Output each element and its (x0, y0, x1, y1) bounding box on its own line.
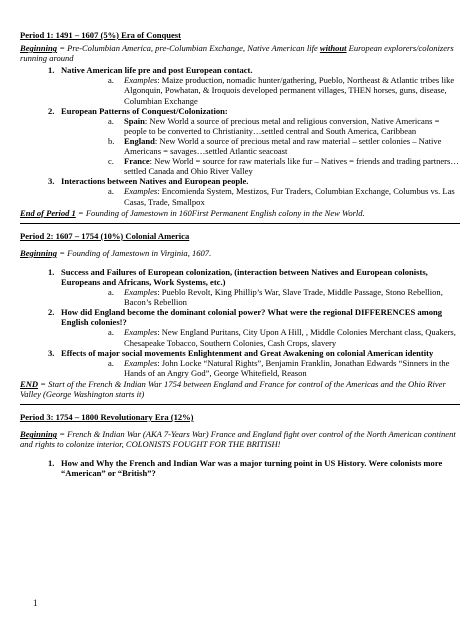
sub-item: a. Examples: Maize production, nomadic hunter/gathering, Pueblo, Northeast & Atlantic tribes like Algonquin, Powhatan, & Iroquois developed permanent villages, THEN horses, guns, disease, Columbian Exchange (108, 75, 455, 106)
period-3-topics (20, 458, 460, 478)
section-divider (20, 223, 460, 224)
period-1-section (20, 30, 460, 218)
document-page (20, 30, 460, 479)
period-1-end: End of Period 1 = Founding of Jamestown in 160First Permanent English colony in the New World. (20, 207, 365, 218)
period-2-topics (20, 267, 460, 378)
topic-title: How and Why the French and Indian War was a major turning point in US History. Were colonists more “American” or “British”? (61, 458, 443, 479)
period-3-beginning: Beginning = French & Indian War (AKA 7-Years War) France and England fight over control of the North American continent and rights to colonize interior, COLONISTS FOUGHT FOR THE BRITISH! (20, 429, 456, 450)
page-number: 1 (33, 598, 38, 608)
sub-item: a. Examples: New England Puritans, City Upon A Hill, , Middle Colonies Merchant class, Quakers, Chesapeake Tobacco, Southern Colonies, Cash Crops, slavery (108, 327, 456, 348)
topic-item: 3. Effects of major social movements Enlightenment and Great Awakening on colonial American identity a. Examples: John Locke “Natural Rights”, Benjamin Franklin, Jonathan Edwards “Sinners in the Hands of an Angry God”, George Whitefield, Reason (20, 348, 460, 378)
topic-item: 3. Interactions between Natives and European people. a. Examples: Encomienda System, Mestizos, Fur Traders, Columbian Exchange, Columbus vs. Las Casas, Trade, Smallpox (20, 176, 460, 206)
topic-item: 2. How did England become the dominant colonial power? What were the regional DIFFERENCES among English colonies!? a. Examples: New England Puritans, City Upon A Hill, , Middle Colonies Merchant class, Quakers, Chesapeake Tobacco, Southern Colonies, Cash Crops, slavery (20, 307, 460, 347)
sub-item: a. Examples: Pueblo Revolt, King Phillip’s War, Slave Trade, Middle Passage, Stono Rebellion, Bacon’s Rebellion (108, 287, 443, 308)
topic-title: How did England become the dominant colonial power? What were the regional DIFFERENCES among English colonies!? (61, 307, 443, 328)
period-3-section (20, 412, 460, 478)
period-2-beginning: Beginning = Founding of Jamestown in Virginia, 1607. (20, 247, 212, 258)
sub-item: c. France: New World = source for raw materials like fur – Natives = friends and trading partners…settled Canada and Ohio River Valley (108, 156, 459, 177)
sub-item: a. Examples: Encomienda System, Mestizos, Fur Traders, Columbian Exchange, Columbus vs. Las Casas, Trade, Smallpox (108, 186, 455, 207)
topic-title: Effects of major social movements Enlightenment and Great Awakening on colonial American identity (61, 347, 434, 358)
period-2-end: END = Start of the French & Indian War 1754 between England and France for control of the Americas and the Ohio River Valley (George Washington starts it) (20, 378, 446, 399)
sub-item: a. Spain: New World a source of precious metal and religious conversion, Native Americans = people to be converted to Christianity…settled central and South America, Caribbean (108, 115, 440, 136)
topic-title: European Patterns of Conquest/Colonization: (61, 105, 228, 116)
topic-item: 1. Success and Failures of European colonization, (interaction between Natives and European colonists, Europeans and Africans, Work Systems, etc.) a. Examples: Pueblo Revolt, King Phillip’s War, Slave Trade, Middle Passage, Stono Rebellion, Bacon’s Rebellion (20, 267, 460, 307)
sub-item: a. Examples: John Locke “Natural Rights”, Benjamin Franklin, Jonathan Edwards “Sinners in the Hands of an Angry God”, George Whitefield, Reason (108, 357, 450, 378)
topic-title: Native American life pre and post European contact. (61, 65, 253, 76)
topic-item: 1. How and Why the French and Indian War was a major turning point in US History. Were colonists more “American” or “British”? (48, 458, 443, 479)
topic-item: 1. Native American life pre and post European contact. a. Examples: Maize production, nomadic hunter/gathering, Pueblo, Northeast & Atlantic tribes like Algonquin, Powhatan, & Iroquois developed permanent villages, THEN horses, guns, disease, Columbian Exchange (20, 65, 460, 105)
period-2-heading: Period 2: 1607 – 1754 (10%) Colonial America (20, 230, 190, 241)
period-1-topics (20, 65, 460, 206)
period-2-section (20, 231, 460, 399)
period-1-beginning: Beginning = Pre-Columbian America, pre-Columbian Exchange, Native American life without European explorers/colonizers running around (20, 43, 454, 64)
topic-item: 2. European Patterns of Conquest/Colonization: a. Spain: New World a source of precious metal and religious conversion, Native Americans = people to be converted to Christianity…settled central and South America, Caribbean b. England: New World a source of precious metal and raw material – settler colonies – Native Americans = savages…settled Atlantic seacoast c. France: New World = source for raw materials like fur – Natives = friends and trading partners…settled Canada and Ohio River Valley (48, 105, 459, 177)
sub-item: b. England: New World a source of precious metal and raw material – settler colonies – Native Americans = savages…settled Atlantic seacoast (108, 135, 442, 157)
period-1-heading: Period 1: 1491 – 1607 (5%) Era of Conquest (20, 30, 181, 40)
beginning-label: Beginning (20, 43, 58, 54)
period-3-heading: Period 3: 1754 – 1800 Revolutionary Era (12%) (20, 412, 194, 423)
topic-title: Success and Failures of European colonization, (interaction between Natives and European colonists, Europeans and Africans, Work Systems, etc.) (61, 266, 428, 287)
topic-title: Interactions between Natives and European people. (61, 176, 249, 187)
section-divider (20, 404, 460, 405)
